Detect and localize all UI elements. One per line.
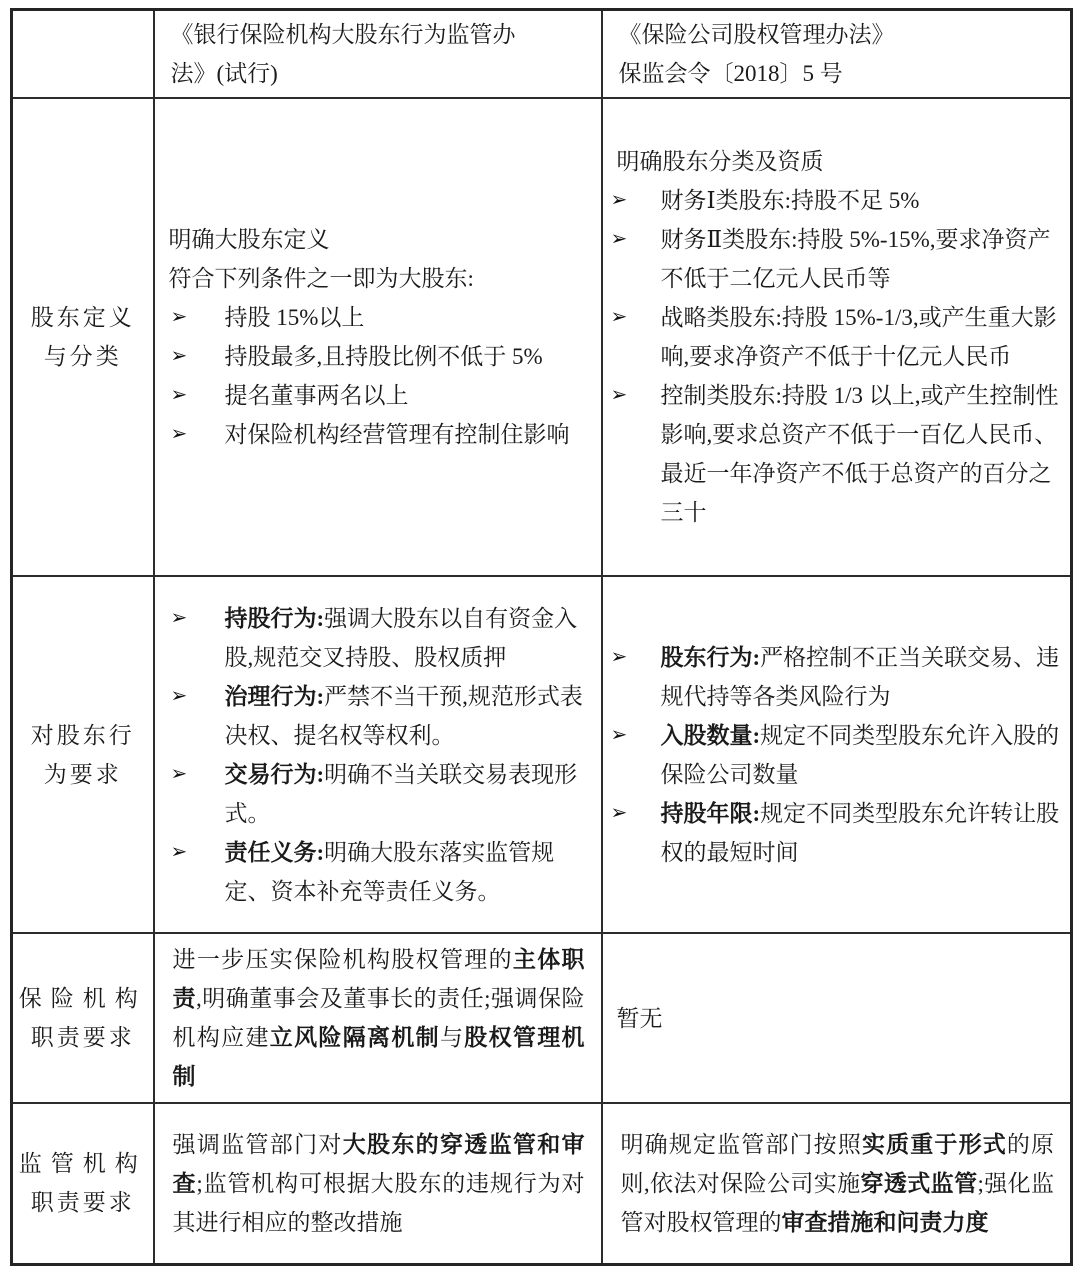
definition-doc1-intro2: 符合下列条件之一即为大股东:: [168, 266, 474, 291]
regulator-duties-doc1-paragraph: [161, 1123, 595, 1244]
regulator-duties-doc2-paragraph: [609, 1123, 1065, 1244]
regulator-duties-doc1-cell: [154, 1103, 602, 1264]
list-item-text: 战略类股东:持股 15%-1/3,或产生重大影响,要求净资产不低于十亿元人民币: [660, 305, 1057, 369]
text-run: 明确规定监管部门按照: [620, 1131, 862, 1157]
definition-doc2-intro: 明确股东分类及资质: [616, 149, 824, 174]
text-run-bold: 主体职责: [172, 947, 585, 1011]
behavior-doc2-list: [609, 638, 1065, 872]
text-run: 强调监管部门对: [172, 1131, 343, 1157]
insurer-duties-doc1-paragraph: [161, 938, 595, 1098]
row-label-line1: 监管机构: [18, 1151, 147, 1177]
text-run-bold: 立风险隔离机制: [269, 1025, 440, 1050]
regulator-duties-doc2-cell: [602, 1103, 1072, 1264]
arrow-bullet-icon: ➢: [170, 384, 188, 406]
header-doc1-cell: [154, 10, 602, 99]
arrow-bullet-icon: ➢: [170, 306, 188, 328]
list-item-text: 财务Ⅰ类股东:持股不足 5%: [660, 188, 920, 213]
list-item-term: 责任义务:: [224, 839, 325, 865]
definition-doc2-cell: [602, 98, 1072, 576]
list-item-text: 规定不同类型股东允许入股的保险公司数量: [660, 722, 1060, 787]
list-item: [161, 755, 595, 833]
list-item: [609, 638, 1065, 716]
arrow-bullet-icon: ➢: [610, 645, 628, 668]
list-item-text: 对保险机构经营管理有控制住影响: [224, 422, 570, 447]
row-label-line1: 保险机构: [18, 986, 147, 1011]
row-label-line2: 职责要求: [30, 1025, 135, 1050]
doc1-title-line1: 《银行保险机构大股东行为监管办: [170, 22, 516, 47]
arrow-bullet-icon: ➢: [170, 684, 188, 707]
arrow-bullet-icon: ➢: [610, 228, 628, 250]
row-label-shareholder-behavior: [12, 576, 154, 933]
arrow-bullet-icon: ➢: [170, 762, 188, 785]
behavior-doc1-cell: [154, 576, 602, 933]
list-item: [609, 376, 1065, 532]
row-label-shareholder-definition: [12, 98, 154, 576]
arrow-bullet-icon: ➢: [170, 840, 188, 863]
arrow-bullet-icon: ➢: [170, 606, 188, 629]
list-item: [161, 376, 595, 415]
text-run-bold: 大股东的穿透监管和审查: [172, 1131, 585, 1196]
text-run-bold: 股权管理机制: [172, 1025, 585, 1089]
list-item-text: 严禁不当干预,规范形式表决权、提名权等权利。: [224, 683, 583, 748]
list-item: [161, 298, 595, 337]
list-item: [161, 337, 595, 376]
list-item-term: 持股年限:: [660, 800, 761, 826]
list-item: [161, 677, 595, 755]
list-item: [609, 794, 1065, 872]
list-item-term: 股东行为:: [660, 644, 761, 670]
row-label-line1: 对股东行: [30, 722, 135, 748]
row-label-regulator-duties: [12, 1103, 154, 1264]
header-empty-cell: [12, 10, 154, 99]
insurer-duties-doc1-cell: [154, 933, 602, 1103]
text-run-bold: 审查措施和问责力度: [781, 1209, 989, 1235]
list-item: [609, 181, 1065, 220]
row-label-insurer-duties: [12, 933, 154, 1103]
text-run: ;监管机构可根据大股东的违规行为对其进行相应的整改措施: [172, 1170, 585, 1235]
list-item-term: 治理行为:: [224, 683, 325, 709]
list-item: [609, 220, 1065, 298]
row-label-line2: 职责要求: [30, 1190, 135, 1216]
text-run: ;强化监管对股权管理的: [620, 1170, 1055, 1235]
list-item-text: 强调大股东以自有资金入股,规范交叉持股、股权质押: [224, 605, 578, 670]
list-item-text: 规定不同类型股东允许转让股权的最短时间: [660, 800, 1060, 865]
arrow-bullet-icon: ➢: [170, 423, 188, 445]
definition-doc1-cell: [154, 98, 602, 576]
list-item-text: 明确不当关联交易表现形式。: [224, 761, 578, 826]
list-item-text: 严格控制不正当关联交易、违规代持等各类风险行为: [660, 644, 1060, 709]
list-item-text: 持股最多,且持股比例不低于 5%: [224, 344, 543, 369]
list-item: [161, 415, 595, 454]
comparison-table: [10, 8, 1073, 1266]
doc2-title-line1: 《保险公司股权管理办法》: [618, 22, 895, 47]
doc2-title-line2: 保监会令〔2018〕5 号: [618, 61, 843, 86]
row-label-line2: 与分类: [43, 344, 122, 369]
list-item: [609, 716, 1065, 794]
text-run: ,明确董事会及董事长的责任;强调保险机构应建: [172, 986, 585, 1050]
arrow-bullet-icon: ➢: [610, 189, 628, 211]
definition-doc2-list: [609, 181, 1065, 532]
row-label-line2: 为要求: [43, 761, 122, 787]
text-run: 进一步压实保险机构股权管理的: [172, 947, 513, 972]
arrow-bullet-icon: ➢: [610, 801, 628, 824]
list-item-term: 入股数量:: [660, 722, 761, 748]
definition-doc1-list: [161, 298, 595, 454]
row-shareholder-behavior: [12, 576, 1072, 933]
doc1-title-line2: 法》(试行): [170, 61, 278, 86]
list-item-term: 交易行为:: [224, 761, 325, 787]
header-doc2-cell: [602, 10, 1072, 99]
arrow-bullet-icon: ➢: [170, 345, 188, 367]
behavior-doc1-list: [161, 599, 595, 911]
row-insurer-duties: [12, 933, 1072, 1103]
row-shareholder-definition: [12, 98, 1072, 576]
list-item-text: 持股 15%以上: [224, 305, 365, 330]
text-run-bold: 穿透式监管: [860, 1170, 978, 1196]
text-run: 与: [439, 1025, 465, 1050]
behavior-doc2-cell: [602, 576, 1072, 933]
arrow-bullet-icon: ➢: [610, 723, 628, 746]
list-item: [161, 599, 595, 677]
row-label-line1: 股东定义: [30, 305, 135, 330]
list-item: [609, 298, 1065, 376]
insurer-duties-doc2-text: 暂无: [616, 1005, 663, 1031]
table-header-row: [12, 10, 1072, 99]
text-run: 的原则,依法对保险公司实施: [620, 1131, 1055, 1196]
list-item: [161, 833, 595, 911]
text-run-bold: 实质重于形式: [861, 1131, 1007, 1157]
list-item-term: 持股行为:: [224, 605, 325, 631]
list-item-text: 控制类股东:持股 1/3 以上,或产生控制性影响,要求总资产不低于一百亿人民币、最近一年净资产不低于总资产的百分之三十: [660, 383, 1059, 525]
list-item-text: 明确大股东落实监管规定、资本补充等责任义务。: [224, 839, 555, 904]
list-item-text: 财务Ⅱ类股东:持股 5%-15%,要求净资产不低于二亿元人民币等: [660, 227, 1051, 291]
arrow-bullet-icon: ➢: [610, 384, 628, 406]
insurer-duties-doc2-cell: [602, 933, 1072, 1103]
list-item-text: 提名董事两名以上: [224, 383, 409, 408]
row-regulator-duties: [12, 1103, 1072, 1264]
arrow-bullet-icon: ➢: [610, 306, 628, 328]
definition-doc1-intro1: 明确大股东定义: [168, 227, 330, 252]
